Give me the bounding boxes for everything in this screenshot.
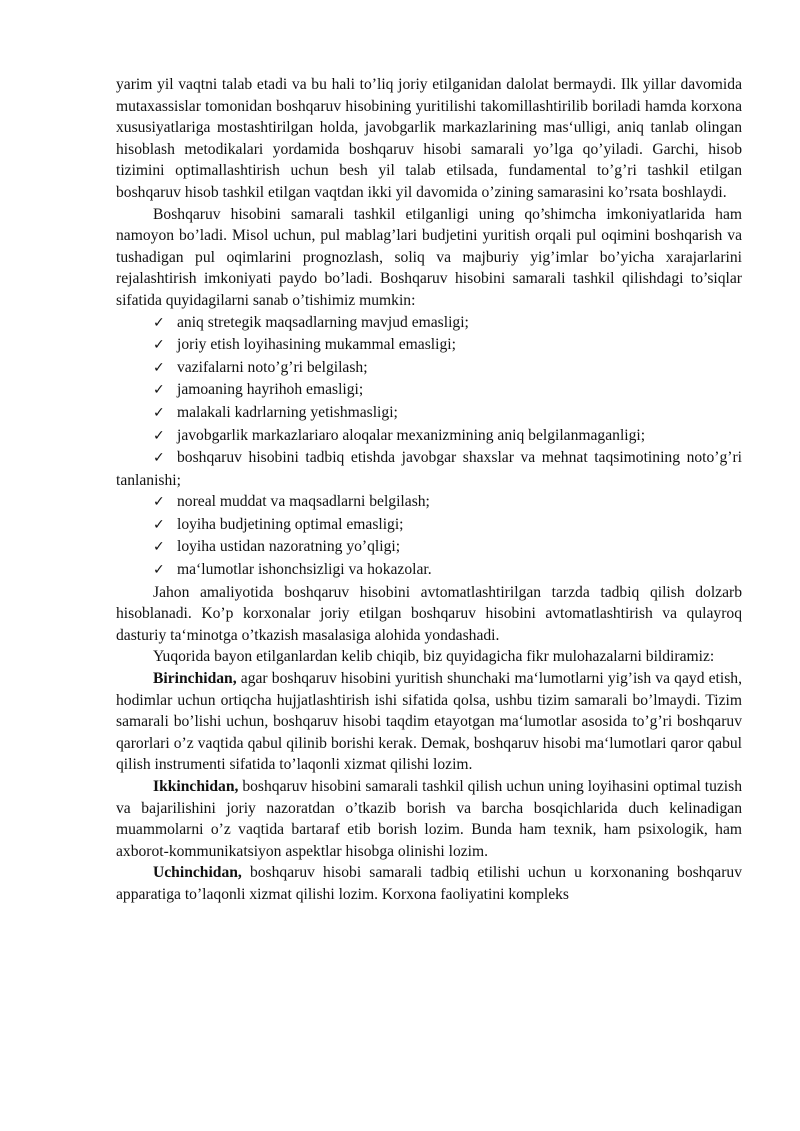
- check-mark-icon: ✓: [153, 359, 165, 376]
- list-item: ✓ aniq stretegik maqsadlarning mavjud emasligi;: [116, 312, 742, 335]
- document-page: [116, 74, 742, 906]
- paragraph-lead: Ikkinchidan,: [153, 778, 239, 795]
- paragraph-4: Yuqorida bayon etilganlardan kelib chiqib, biz quyidagicha fikr mulohazalarni bildiramiz:: [153, 648, 715, 666]
- obstacles-list: [116, 312, 742, 582]
- paragraph-7: Uchinchidan, boshqaruv hisobi samarali tadbiq etilishi uchun u korxonaning boshqaruv apparatiga to’laqonli xizmat qilishi lozim. Korxona faoliyatini kompleks: [116, 864, 742, 903]
- list-item: ✓ ma‘lumotlar ishonchsizligi va hokazolar.: [116, 559, 742, 582]
- paragraph-3: Jahon amaliyotida boshqaruv hisobini avtomatlashtirilgan tarzda tadbiq qilish dolzarb hisoblanadi. Ko’p korxonalar joriy etilgan boshqaruv hisobini avtomatlashtirish va qulayroq dasturiy ta‘minotga o’tkazish masalasiga alohida yondashadi.: [116, 583, 742, 644]
- list-item: ✓ boshqaruv hisobini tadbiq etishda javobgar shaxslar va mehnat taqsimotining noto’g’ri tanlanishi;: [116, 449, 742, 489]
- paragraph-1: yarim yil vaqtni talab etadi va bu hali to’liq joriy etilganidan dalolat bermaydi. Ilk yillar davomida mutaxassislar tomonidan boshqaruv hisobining yuritilishi takomillashtirilib boriladi hamda korxona xususiyatlariga mostashtirilgan holda, javobgarlik markazlarining mas‘ulligi, aniq tanlab olingan hisoblash metodikalari yordamida boshqaruv hisobi samarali yo’lga qo’yiladi. Garchi, hisob tizimini optimallashtirish uchun besh yil talab etilsada, fundamental to’g’ri tashkil etilgan boshqaruv hisob tashkil etilgan vaqtdan ikki yil davomida o’zining samarasini ko’rsata boshlaydi.: [116, 76, 742, 201]
- check-mark-icon: ✓: [153, 494, 165, 511]
- list-item: ✓ noreal muddat va maqsadlarni belgilash;: [116, 491, 742, 514]
- list-item: ✓ joriy etish loyihasining mukammal emasligi;: [116, 334, 742, 357]
- check-mark-icon: ✓: [153, 562, 165, 579]
- list-item: ✓ malakali kadrlarning yetishmasligi;: [116, 402, 742, 425]
- paragraph-5: Birinchidan, agar boshqaruv hisobini yuritish shunchaki ma‘lumotlarni yig’ish va qayd etish, hodimlar uchun ortiqcha hujjatlashtirish ishi sifatida qolsa, ushbu tizim samarali bo’lmaydi. Tizim samarali bo’lishi uchun, boshqaruv hisobi taqdim etayotgan ma‘lumotlar asosida to’g’ri boshqaruv qarorlari o’z vaqtida qabul qilinib borishi kerak. Demak, boshqaruv hisobi ma‘lumotlari qaror qabul qilish instrumenti sifatida to’laqonli xizmat qilishi lozim.: [116, 670, 742, 774]
- list-item: ✓ jamoaning hayrihoh emasligi;: [116, 379, 742, 402]
- list-item: ✓ loyiha budjetining optimal emasligi;: [116, 514, 742, 537]
- list-item: ✓ vazifalarni noto’g’ri belgilash;: [116, 357, 742, 380]
- check-mark-icon: ✓: [153, 450, 165, 467]
- paragraph-lead: Uchinchidan,: [153, 864, 242, 882]
- list-item: ✓ loyiha ustidan nazoratning yo’qligi;: [116, 536, 742, 559]
- check-mark-icon: ✓: [153, 404, 165, 421]
- paragraph-2: Boshqaruv hisobini samarali tashkil etilganligi uning qo’shimcha imkoniyatlarida ham namoyon bo’ladi. Misol uchun, pul mablag’lari budjetini yuritish orqali pul oqimini boshqarish va tushadigan pul oqimlarini prognozlash, soliq va majburiy yig’imlar bo’yicha xarajarlarini rejalashtirish imkoniyati paydo bo’ladi. Boshqaruv hisobini samarali tashkil qilishdagi to’siqlar sifatida quyidagilarni sanab o’tishimiz mumkin:: [116, 205, 742, 309]
- check-mark-icon: ✓: [153, 516, 165, 533]
- check-mark-icon: ✓: [153, 427, 165, 444]
- check-mark-icon: ✓: [153, 382, 165, 399]
- list-item: ✓ javobgarlik markazlariaro aloqalar mexanizmining aniq belgilanmaganligi;: [116, 425, 742, 448]
- check-mark-icon: ✓: [153, 539, 165, 556]
- paragraph-lead: Birinchidan,: [153, 670, 237, 688]
- paragraph-6: Ikkinchidan, boshqaruv hisobini samarali tashkil qilish uchun uning loyihasini optimal tuzish va bajarilishini joriy nazoratdan o’tkazib borish va barcha bosqichlarida duch kelinadigan muammolarni o’z vaqtida bartaraf etib borish lozim. Bunda ham texnik, ham psixologik, ham axborot-kommunikatsiyon aspektlar hisobga olinishi lozim.: [116, 778, 742, 860]
- check-mark-icon: ✓: [153, 314, 165, 331]
- check-mark-icon: ✓: [153, 337, 165, 354]
